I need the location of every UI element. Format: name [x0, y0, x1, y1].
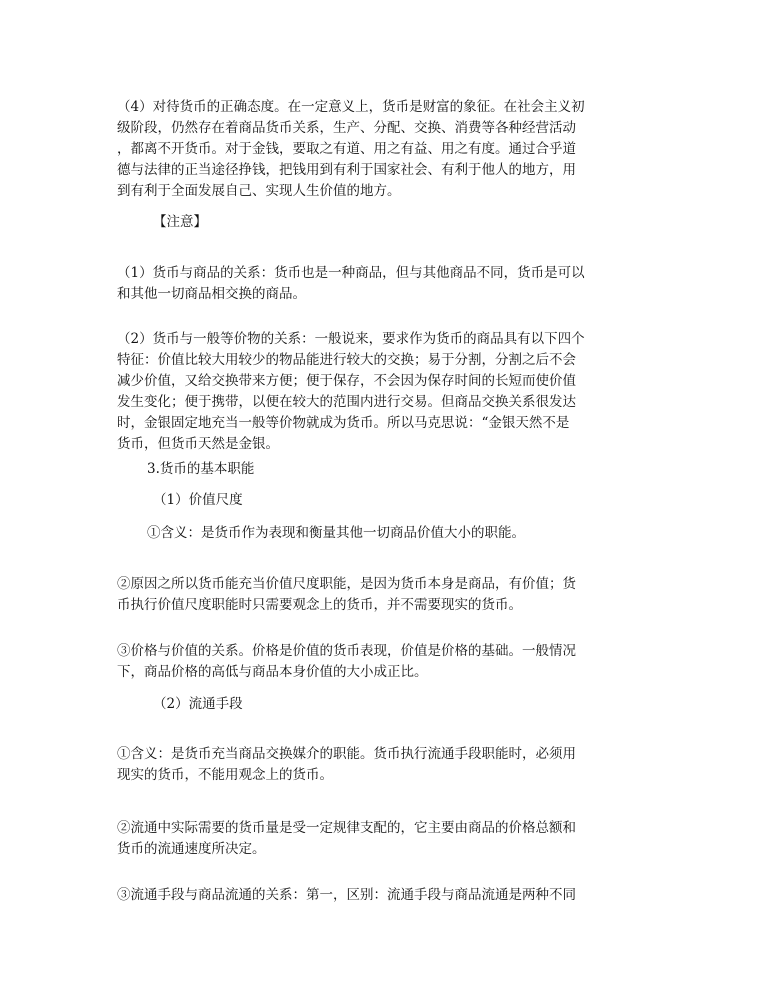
- paragraph-money-and-goods: （1）货币与商品的关系：货币也是一种商品，但与其他商品不同，货币是可以 和其他一切商品相交换的商品。: [117, 265, 585, 302]
- paragraph-correct-attitude: （4）对待货币的正确态度。在一定意义上，货币是财富的象征。在社会主义初 级阶段，仍然存在着商品货币关系，生产、分配、交换、消费等各种经营活动 ，都离不开货币。对于金钱，要取之有道、用之有益、用之有度。通过合乎道 德与法律的正当途径挣钱，把钱用到有利于国家社会、有利于他人的地方，用 到有利于全面发展自己、实现人生价值的地方。: [117, 99, 585, 199]
- paragraph-value-measure-reason: ②原因之所以货币能充当价值尺度职能，是因为货币本身是商品，有价值；货 币执行价值尺度职能时只需要观念上的货币，并不需要现实的货币。: [117, 576, 576, 613]
- paragraph-value-measure-meaning: ①含义：是货币作为表现和衡量其他一切商品价值大小的职能。: [147, 525, 525, 541]
- paragraph-price-value-relation: ③价格与价值的关系。价格是价值的货币表现，价值是价格的基础。一般情况 下，商品价格的高低与商品本身价值的大小成正比。: [117, 643, 576, 680]
- section-heading-basic-functions: 3.货币的基本职能: [147, 461, 255, 477]
- subheading-circulation-means: （2）流通手段: [153, 696, 243, 712]
- subheading-value-measure: （1）价值尺度: [153, 492, 243, 508]
- paragraph-circulation-relation: ③流通手段与商品流通的关系：第一，区别：流通手段与商品流通是两种不同: [117, 887, 576, 903]
- paragraph-money-and-equivalent: （2）货币与一般等价物的关系：一般说来，要求作为货币的商品具有以下四个 特征：价值比较大用较少的物品能进行较大的交换；易于分割，分割之后不会 减少价值，又给交换带来方便；便于保存，不会因为保存时间的长短而使价值 发生变化；便于携带，以便在较大的范围内进行交易。但商品交换关系很发达 时，金银固定地充当一般等价物就成为货币。所以马克思说：“金银天然不是 货币，但货币天然是金银。: [117, 331, 585, 452]
- paragraph-money-quantity: ②流通中实际需要的货币量是受一定规律支配的，它主要由商品的价格总额和 货币的流通速度所决定。: [117, 820, 576, 857]
- note-heading: 【注意】: [153, 214, 207, 230]
- paragraph-circulation-meaning: ①含义：是货币充当商品交换媒介的职能。货币执行流通手段职能时，必须用 现实的货币，不能用观念上的货币。: [117, 746, 576, 783]
